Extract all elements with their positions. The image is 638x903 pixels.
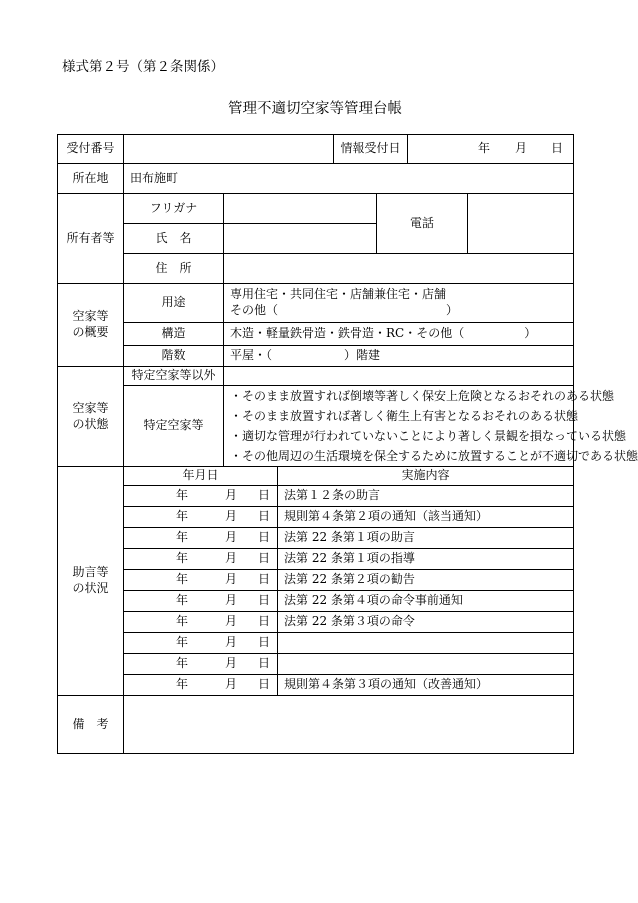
condition-item[interactable]: ・そのまま放置すれば著しく衛生上有害となるおそれのある状態 bbox=[230, 409, 579, 423]
advice-row bbox=[58, 528, 574, 549]
advice-content[interactable]: 法第 22 条第１項の指導 bbox=[278, 549, 574, 570]
info-date-day: 日 bbox=[551, 141, 564, 156]
location-row bbox=[58, 164, 574, 194]
advice-date-field[interactable] bbox=[124, 507, 278, 528]
advice-row bbox=[58, 633, 574, 654]
use-label: 用途 bbox=[124, 284, 224, 323]
advice-date-field[interactable] bbox=[124, 570, 278, 591]
advice-content[interactable] bbox=[278, 654, 574, 675]
structure-label: 構造 bbox=[124, 323, 224, 346]
overview-label-line2: の概要 bbox=[72, 325, 109, 339]
advice-month: 月 bbox=[225, 656, 238, 671]
remarks-label: 備 考 bbox=[58, 696, 124, 754]
reception-row bbox=[58, 135, 574, 164]
address-field[interactable] bbox=[224, 254, 574, 284]
owner-address-row bbox=[58, 254, 574, 284]
advice-content[interactable] bbox=[278, 633, 574, 654]
status-non-specific-row bbox=[58, 367, 574, 386]
use-value-line1: 専用住宅・共同住宅・店舗兼住宅・店舗 bbox=[230, 287, 447, 302]
register-table bbox=[57, 134, 638, 754]
advice-day: 日 bbox=[258, 677, 271, 692]
overview-section-label bbox=[58, 284, 124, 367]
advice-day: 日 bbox=[258, 509, 271, 524]
advice-year: 年 bbox=[176, 635, 189, 650]
reception-number-field[interactable] bbox=[124, 135, 334, 164]
structure-value[interactable]: 木造・軽量鉄骨造・鉄骨造・RC・その他（ ） bbox=[224, 323, 574, 346]
advice-content[interactable]: 法第 22 条第２項の勧告 bbox=[278, 570, 574, 591]
advice-day: 日 bbox=[258, 551, 271, 566]
advice-month: 月 bbox=[225, 572, 238, 587]
remarks-field[interactable] bbox=[124, 696, 574, 754]
advice-year: 年 bbox=[176, 530, 189, 545]
phone-label: 電話 bbox=[377, 194, 468, 254]
advice-date-field[interactable] bbox=[124, 633, 278, 654]
advice-day: 日 bbox=[258, 593, 271, 608]
advice-date-field[interactable] bbox=[124, 675, 278, 696]
overview-use-row bbox=[58, 284, 574, 323]
advice-date-field[interactable] bbox=[124, 654, 278, 675]
address-label: 住 所 bbox=[124, 254, 224, 284]
advice-content[interactable]: 法第 22 条第４項の命令事前通知 bbox=[278, 591, 574, 612]
overview-floors-row bbox=[58, 346, 574, 367]
advice-date-header: 年月日 bbox=[124, 467, 278, 486]
name-label: 氏 名 bbox=[124, 224, 224, 254]
floors-label: 階数 bbox=[124, 346, 224, 367]
advice-year: 年 bbox=[176, 614, 189, 629]
advice-header-row bbox=[58, 467, 574, 486]
owner-furigana-row bbox=[58, 194, 574, 224]
form-number-label: 様式第２号（第２条関係） bbox=[62, 59, 224, 75]
advice-row bbox=[58, 591, 574, 612]
info-date-month: 月 bbox=[515, 141, 528, 156]
advice-date-field[interactable] bbox=[124, 486, 278, 507]
advice-month: 月 bbox=[225, 635, 238, 650]
advice-date-field[interactable] bbox=[124, 549, 278, 570]
use-value[interactable] bbox=[224, 284, 574, 323]
overview-label-line1: 空家等 bbox=[72, 309, 109, 324]
advice-year: 年 bbox=[176, 509, 189, 524]
advice-year: 年 bbox=[176, 572, 189, 587]
advice-year: 年 bbox=[176, 656, 189, 671]
reception-number-label: 受付番号 bbox=[58, 135, 124, 164]
phone-field[interactable] bbox=[468, 194, 574, 254]
info-date-field[interactable] bbox=[408, 135, 574, 164]
status-label-line1: 空家等 bbox=[72, 400, 109, 415]
non-specific-field[interactable] bbox=[224, 367, 574, 386]
owner-section-label: 所有者等 bbox=[58, 194, 124, 284]
advice-row bbox=[58, 675, 574, 696]
advice-month: 月 bbox=[225, 614, 238, 629]
advice-row bbox=[58, 570, 574, 591]
advice-day: 日 bbox=[258, 656, 271, 671]
advice-year: 年 bbox=[176, 593, 189, 608]
advice-row bbox=[58, 612, 574, 633]
remarks-row bbox=[58, 696, 574, 754]
advice-day: 日 bbox=[258, 572, 271, 587]
advice-row bbox=[58, 549, 574, 570]
name-field[interactable] bbox=[224, 224, 377, 254]
condition-item[interactable]: ・そのまま放置すれば倒壊等著しく保安上危険となるおそれのある状態 bbox=[230, 389, 615, 403]
advice-content[interactable]: 法第 22 条第３項の命令 bbox=[278, 612, 574, 633]
advice-month: 月 bbox=[225, 593, 238, 608]
advice-month: 月 bbox=[225, 551, 238, 566]
advice-content[interactable]: 法第 22 条第１項の助言 bbox=[278, 528, 574, 549]
advice-day: 日 bbox=[258, 635, 271, 650]
advice-content-header: 実施内容 bbox=[278, 467, 574, 486]
furigana-field[interactable] bbox=[224, 194, 377, 224]
advice-row bbox=[58, 486, 574, 507]
status-specific-row bbox=[58, 386, 574, 467]
advice-month: 月 bbox=[225, 488, 238, 503]
info-date-year: 年 bbox=[478, 141, 491, 156]
status-label-line2: の状態 bbox=[72, 416, 109, 431]
document-title: 管理不適切空家等管理台帳 bbox=[228, 101, 402, 117]
advice-content[interactable]: 規則第４条第２項の通知（該当通知） bbox=[278, 507, 574, 528]
advice-year: 年 bbox=[176, 551, 189, 566]
specific-label: 特定空家等 bbox=[124, 386, 224, 467]
advice-label-line2: の状況 bbox=[72, 581, 109, 595]
condition-item[interactable]: ・その他周辺の生活環境を保全するために放置することが不適切である状態 bbox=[230, 449, 638, 463]
advice-label-line1: 助言等 bbox=[72, 565, 109, 580]
advice-day: 日 bbox=[258, 614, 271, 629]
advice-month: 月 bbox=[225, 530, 238, 545]
overview-structure-row bbox=[58, 323, 574, 346]
advice-content[interactable]: 規則第４条第３項の通知（改善通知） bbox=[278, 675, 574, 696]
advice-date-field[interactable] bbox=[124, 612, 278, 633]
specific-conditions bbox=[224, 386, 638, 467]
furigana-label: フリガナ bbox=[124, 194, 224, 224]
use-value-line2: その他（ ） bbox=[230, 303, 459, 317]
location-value[interactable]: 田布施町 bbox=[124, 164, 574, 194]
advice-section-label bbox=[58, 467, 124, 696]
advice-year: 年 bbox=[176, 677, 189, 692]
advice-row bbox=[58, 507, 574, 528]
advice-row bbox=[58, 654, 574, 675]
non-specific-label: 特定空家等以外 bbox=[124, 367, 224, 386]
location-label: 所在地 bbox=[58, 164, 124, 194]
advice-day: 日 bbox=[258, 530, 271, 545]
status-section-label bbox=[58, 367, 124, 467]
advice-date-field[interactable] bbox=[124, 591, 278, 612]
advice-month: 月 bbox=[225, 509, 238, 524]
advice-content[interactable]: 法第１２条の助言 bbox=[278, 486, 574, 507]
condition-item[interactable]: ・適切な管理が行われていないことにより著しく景観を損なっている状態 bbox=[230, 429, 627, 443]
advice-day: 日 bbox=[258, 488, 271, 503]
advice-date-field[interactable] bbox=[124, 528, 278, 549]
advice-year: 年 bbox=[176, 488, 189, 503]
floors-value[interactable]: 平屋・（ ）階建 bbox=[224, 346, 574, 367]
info-date-label: 情報受付日 bbox=[334, 135, 408, 164]
advice-month: 月 bbox=[225, 677, 238, 692]
